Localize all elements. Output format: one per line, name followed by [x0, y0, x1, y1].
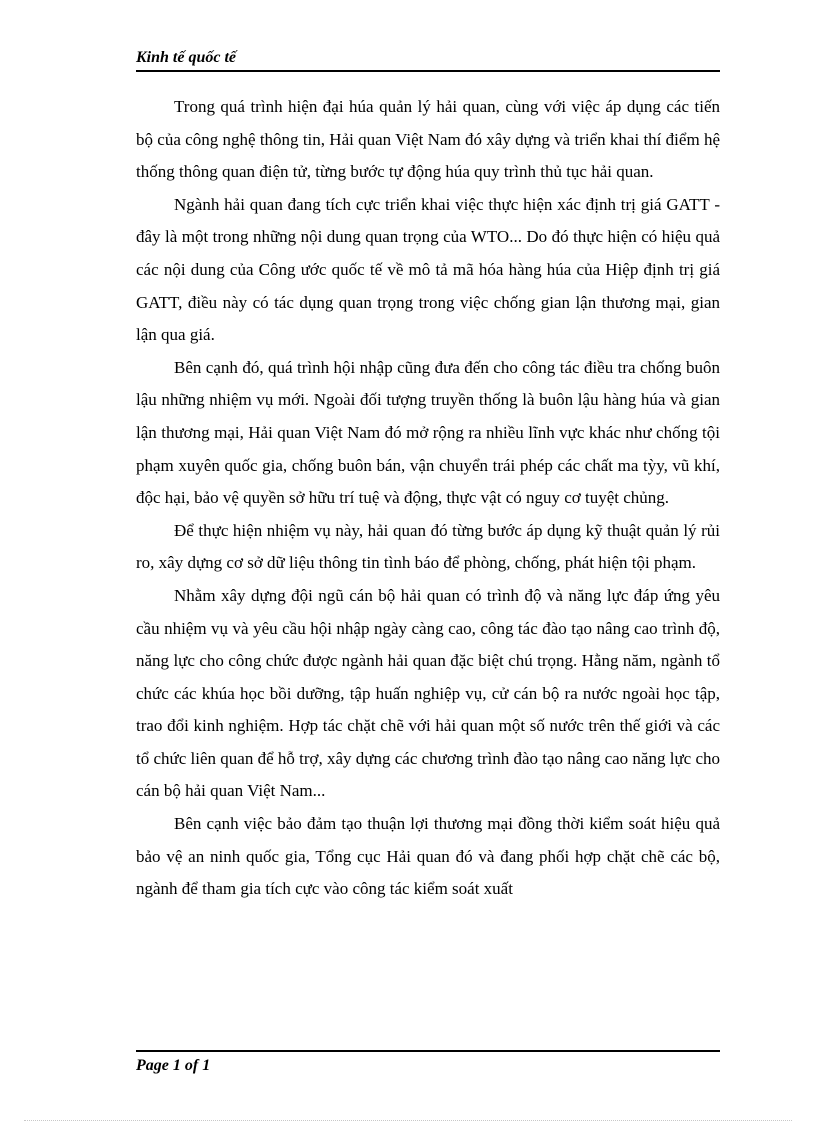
page-number: Page 1 of 1: [136, 1057, 211, 1074]
paragraph: Bên cạnh việc bảo đảm tạo thuận lợi thương mại đồng thời kiểm soát hiệu quả bảo vệ an ninh quốc gia, Tổng cục Hải quan đó và đang phối hợp chặt chẽ các bộ, ngành để tham gia tích cực vào công tác kiểm soát xuất: [136, 814, 720, 899]
running-header: Kinh tế quốc tế: [136, 49, 237, 66]
document-body: [136, 91, 720, 906]
paragraph: Bên cạnh đó, quá trình hội nhập cũng đưa đến cho công tác điều tra chống buôn lậu những nhiệm vụ mới. Ngoài đối tượng truyền thống là buôn lậu hàng húa và gian lận thương mại, Hải quan Việt Nam đó mở rộng ra nhiều lĩnh vực khác như chống tội phạm xuyên quốc gia, chống buôn bán, vận chuyển trái phép các chất ma tỳy, vũ khí, độc hại, bảo vệ quyền sở hữu trí tuệ và động, thực vật có nguy cơ tuyệt chủng.: [136, 357, 720, 508]
header-rule: [136, 70, 720, 72]
paragraph: Nhằm xây dựng đội ngũ cán bộ hải quan có trình độ và năng lực đáp ứng yêu cầu nhiệm vụ và yêu cầu hội nhập ngày càng cao, công tác đào tạo nâng cao trình độ, năng lực cho công chức được ngành hải quan đặc biệt chú trọng. Hằng năm, ngành tổ chức các khúa học bồi dưỡng, tập huấn nghiệp vụ, cử cán bộ ra nước ngoài học tập, trao đổi kinh nghiệm. Hợp tác chặt chẽ với hải quan một số nước trên thế giới và các tổ chức liên quan để hỗ trợ, xây dựng các chương trình đào tạo nâng cao năng lực cho cán bộ hải quan Việt Nam...: [136, 585, 721, 801]
page-edge-divider: [24, 1120, 792, 1121]
paragraph: Trong quá trình hiện đại húa quản lý hải quan, cùng với việc áp dụng các tiến bộ của công nghệ thông tin, Hải quan Việt Nam đó xây dựng và triển khai thí điểm hệ thống thông quan điện tử, từng bước tự động húa quy trình thủ tục hải quan.: [136, 97, 720, 182]
paragraph: Ngành hải quan đang tích cực triển khai việc thực hiện xác định trị giá GATT - đây là một trong những nội dung quan trọng của WTO... Do đó thực hiện có hiệu quả các nội dung của Công ước quốc tế về mô tả mã hóa hàng húa của Hiệp định trị giá GATT, điều này có tác dụng quan trọng trong việc chống gian lận thương mại, gian lận qua giá.: [136, 194, 720, 345]
paragraph: Để thực hiện nhiệm vụ này, hải quan đó từng bước áp dụng kỹ thuật quản lý rủi ro, xây dựng cơ sở dữ liệu thông tin tình báo để phòng, chống, phát hiện tội phạm.: [136, 520, 720, 573]
footer-rule: [136, 1050, 720, 1052]
